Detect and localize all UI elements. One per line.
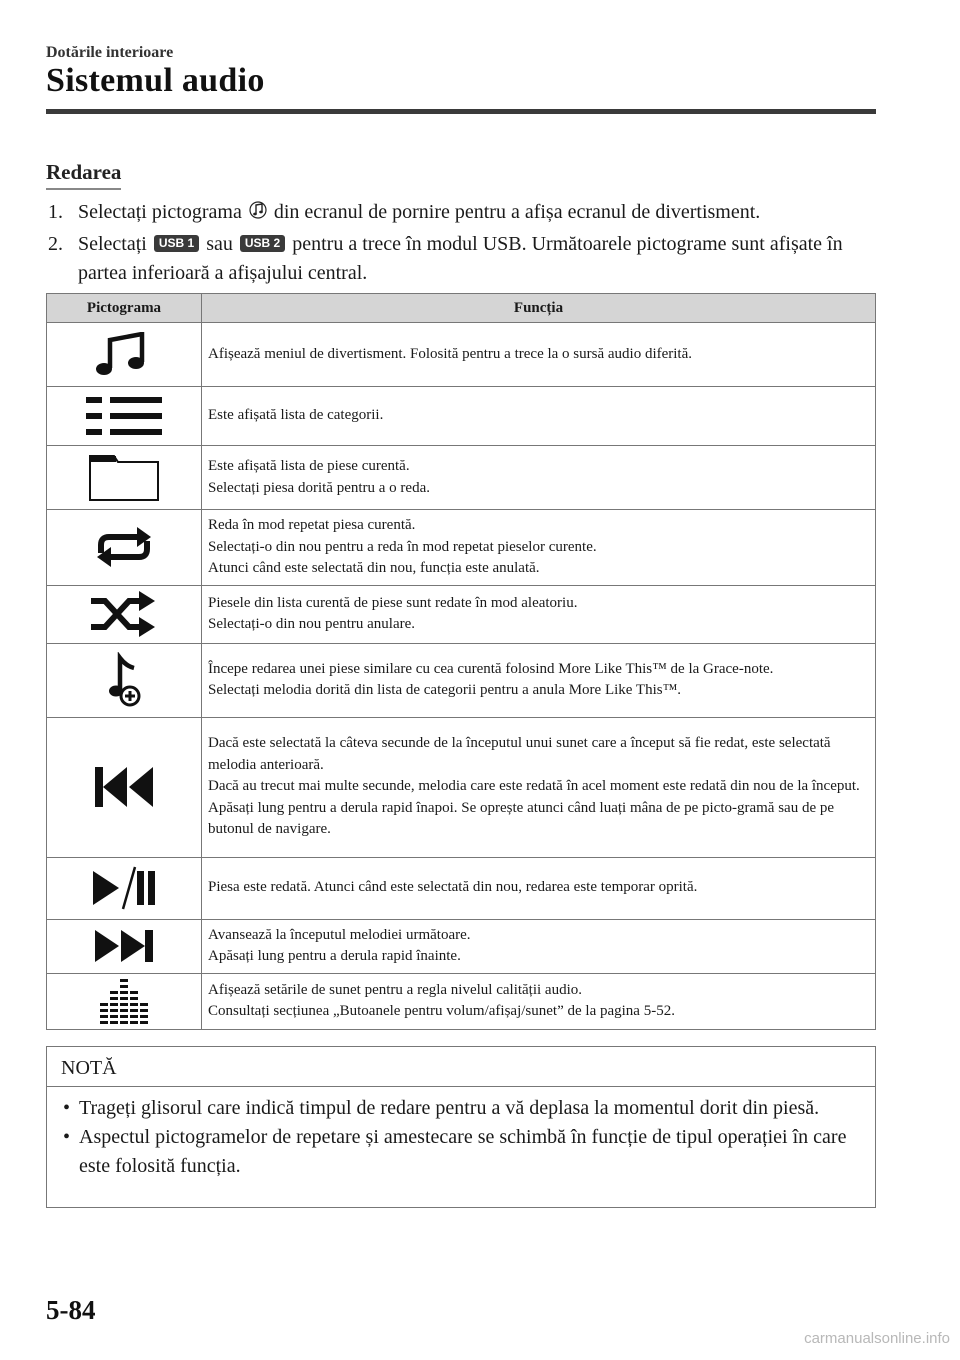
step-text: Selectați [78,233,147,255]
function-text: Începe redarea unei piese similare cu cea curentă folosind More Like This™ de la Grace-note. [208,660,774,677]
note-title: NOTĂ [47,1047,875,1087]
function-text: Apăsați lung pentru a derula rapid înainte. [208,948,461,964]
previous-track-icon [47,717,202,857]
function-text: Piesele din lista curentă de piese sunt redate în mod aleatoriu. [208,594,578,611]
step-number: 1. [48,201,63,223]
function-text: Selectați piesa dorită pentru a o reda. [208,479,430,496]
column-header-function: Funcția [202,294,876,323]
function-text: Consultați secțiunea „Butoanele pentru volum/afișaj/sunet” de la pagina 5-52. [208,1003,675,1019]
function-text: Piesa este redată. Atunci când este selectată din nou, redarea este temporar oprită. [208,879,698,896]
section-title: Dotările interioare [46,44,174,61]
function-text: Dacă au trecut mai multe secunde, melodia care este redată în acel moment este redată din nou de la început. [208,778,860,795]
next-track-icon [47,919,202,973]
table-row [47,857,876,919]
sub-heading: Redarea [46,160,121,190]
function-text: Selectați-o din nou pentru a reda în mod repetat pieselor curente. [208,538,597,555]
function-text: Afișează setările de sunet pentru a regla nivelul calității audio. [208,981,583,998]
page-title: Sistemul audio [46,62,265,99]
table-row [47,585,876,643]
instruction-steps [46,198,876,288]
note-item [61,1094,861,1123]
note-text: Trageți glisorul care indică timpul de redare pentru a vă deplasa la momentul dorit din piesă. [79,1097,820,1119]
step-text: Selectați pictograma [78,201,242,223]
more-like-this-icon [47,643,202,717]
function-text: Este afișată lista de categorii. [208,407,384,424]
table-row [47,323,876,387]
note-list [47,1087,875,1181]
play-pause-icon [47,857,202,919]
function-text: Selectați-o din nou pentru anulare. [208,616,416,632]
step-text: din ecranul de pornire pentru a afișa ecranul de divertisment. [273,201,761,223]
page-number: 5-84 [46,1295,96,1325]
function-text: Afișează meniul de divertisment. Folosită pentru a trece la o sursă audio diferită. [208,345,693,362]
shuffle-icon [47,585,202,643]
bullet: • [63,1097,71,1119]
table-header-row [47,294,876,323]
table-row [47,643,876,717]
function-text: Reda în mod repetat piesa curentă. [208,517,416,533]
function-text: Avansează la începutul melodiei următoare. [208,926,471,943]
table-row [47,919,876,973]
folder-icon [47,446,202,510]
table-row [47,446,876,510]
step-1 [46,198,876,230]
icon-function-table [46,293,876,1030]
table-row [47,717,876,857]
function-text: Atunci când este selectată din nou, funcția este anulată. [208,560,540,576]
function-text: Apăsați lung pentru a derula rapid înapoi. Se oprește atunci când luați mâna de pe picto-gramă sau de pe butonul de navigare. [208,799,835,838]
usb1-badge: USB 1 [154,235,199,252]
note-item [61,1123,861,1181]
repeat-icon [47,510,202,586]
step-text: pentru a trece în modul USB. Următoarele pictograme sunt afișate în partea inferioară a afișajului central. [78,233,843,284]
function-text: Dacă este selectată la câteva secunde de la începutul unui sunet care a început să fie redat, este selectată melodia anterioară. [208,735,831,773]
sound-settings-icon [47,973,202,1029]
music-note-icon [249,199,267,230]
note-box [46,1046,876,1208]
category-list-icon [47,387,202,446]
step-number: 2. [48,233,63,255]
step-2 [46,230,876,288]
table-row [47,973,876,1029]
music-note-icon [47,323,202,387]
column-header-icon: Pictograma [47,294,202,323]
bullet: • [63,1126,71,1148]
table-row [47,510,876,586]
watermark: carmanualsonline.info [804,1330,950,1347]
function-text: Este afișată lista de piese curentă. [208,458,410,474]
function-text: Selectați melodia dorită din lista de categorii pentru a anula More Like This™. [208,682,682,698]
note-text: Aspectul pictogramelor de repetare și amestecare se schimbă în funcție de tipul operației în care este folosită funcția. [79,1126,847,1177]
header-divider [46,109,876,114]
usb2-badge: USB 2 [240,235,285,252]
step-text: sau [206,233,233,255]
table-row [47,387,876,446]
